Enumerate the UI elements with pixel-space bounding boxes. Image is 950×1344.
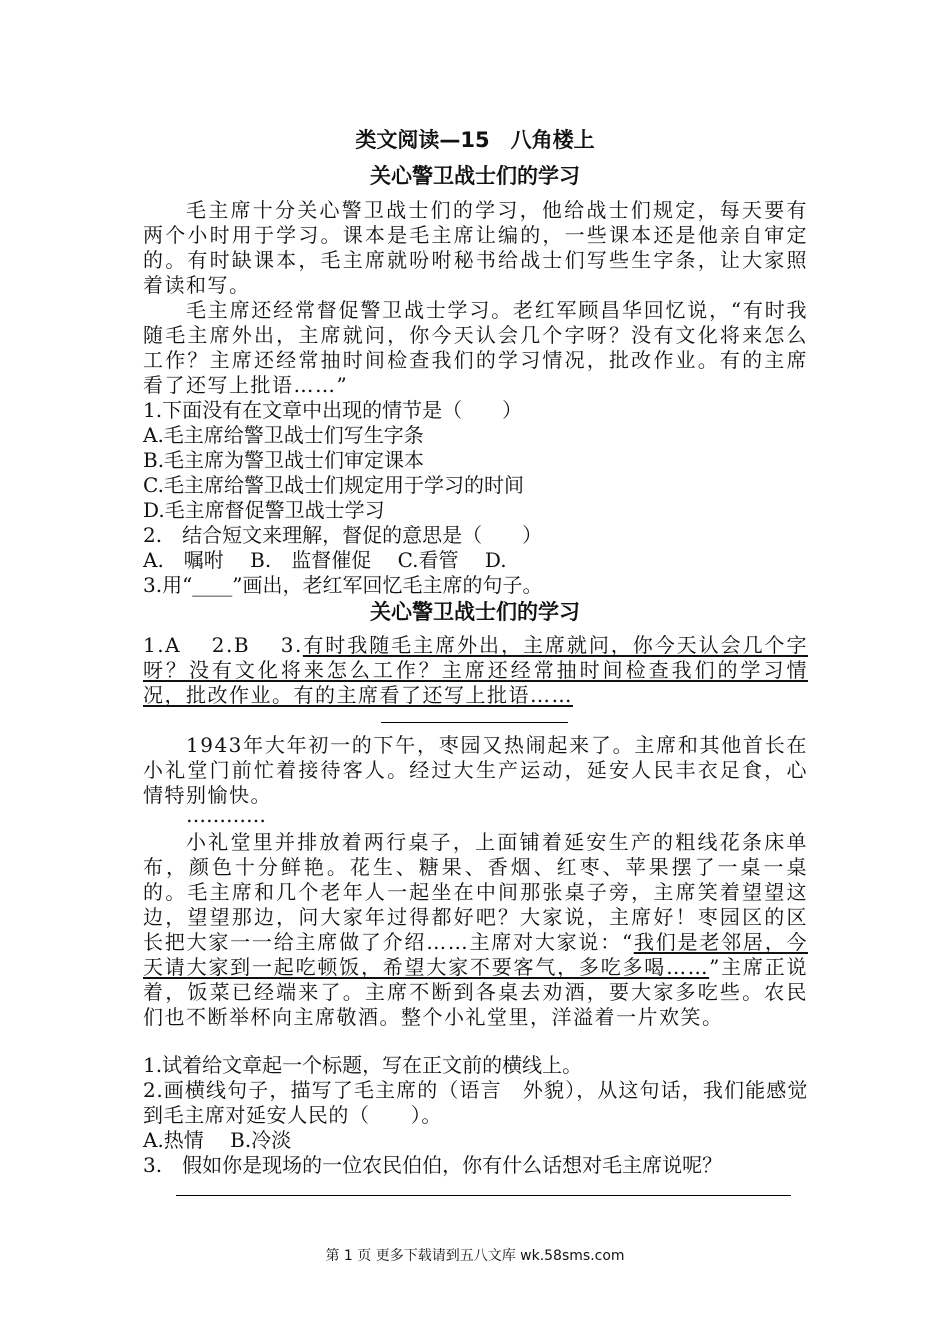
article1-paragraph-2: 毛主席还经常督促警卫战士学习。老红军顾昌华回忆说，“有时我随毛主席外出，主席就问，你今天认会几个字呀？没有文化将来怎么工作？主席还经常抽时间检查我们的学习情况，批改作业。有的主席看了还写上批语……” bbox=[143, 298, 808, 397]
question-1-option-d: D.毛主席督促警卫战士学习 bbox=[143, 498, 385, 522]
article1-paragraph-1: 毛主席十分关心警卫战士们的学习，他给战士们规定，每天要有两个小时用于学习。课本是毛主席让编的，一些课本还是他亲自审定的。有时缺课本，毛主席就吩咐秘书给战士们写些生字条，让大家照着读和写。 bbox=[143, 198, 808, 297]
answers-block bbox=[143, 633, 808, 708]
page-title: 类文阅读—15 八角楼上 bbox=[355, 128, 595, 152]
answers-heading: 关心警卫战士们的学习 bbox=[370, 600, 580, 624]
page-footer: 第 1 页 更多下载请到五八文库 wk.58sms.com bbox=[325, 1248, 625, 1264]
article2-p2-after: ”主席正说着，饭菜已经端来了。主席不断到各桌去劝酒，要大家多吃些。农民们也不断举杯向主席敬酒。整个小礼堂里，洋溢着一片欢笑。 bbox=[143, 955, 808, 1029]
article2-question-2-options: A.热情 B.冷淡 bbox=[143, 1128, 292, 1152]
article2-p2-before: 小礼堂里并排放着两行桌子，上面铺着延安生产的粗线花条床单布，颜色十分鲜艳。花生、糖果、香烟、红枣、苹果摆了一桌一桌的。毛主席和几个老年人一起坐在中间那张桌子旁，主席笑着望望这边，望望那边，问大家年过得都好吧？大家说，主席好！枣园区的区长把大家一一给主席做了介绍……主席对大家说：“ bbox=[143, 830, 808, 954]
article2-paragraph-1: 1943年大年初一的下午，枣园又热闹起来了。主席和其他首长在小礼堂门前忙着接待客人。经过大生产运动，延安人民丰衣足食，心情特别愉快。 bbox=[143, 733, 808, 807]
question-1: 1.下面没有在文章中出现的情节是（ ） bbox=[143, 398, 523, 422]
question-3: 3.用“____”画出，老红军回忆毛主席的句子。 bbox=[143, 573, 543, 597]
question-1-option-a: A.毛主席给警卫战士们写生字条 bbox=[143, 423, 424, 447]
article1-heading: 关心警卫战士们的学习 bbox=[370, 164, 580, 188]
answer-blank-line bbox=[176, 1195, 791, 1196]
title-blank-line bbox=[381, 722, 568, 723]
question-2: 2. 结合短文来理解，督促的意思是（ ） bbox=[143, 523, 543, 547]
question-1-option-b: B.毛主席为警卫战士们审定课本 bbox=[143, 448, 425, 472]
ellipsis-dots: ………… bbox=[186, 803, 266, 827]
answers-prefix: 1.A 2.B 3. bbox=[143, 633, 303, 657]
article2-question-2: 2.画横线句子，描写了毛主席的（语言 外貌），从这句话，我们能感觉到毛主席对延安人民的（ ）。 bbox=[143, 1078, 808, 1127]
answers-underlined-sentence: 有时我随毛主席外出，主席就问，你今天认会几个字呀？没有文化将来怎么工作？主席还经常抽时间检查我们的学习情况，批改作业。有的主席看了还写上批语…… bbox=[143, 633, 808, 707]
article2-question-1: 1.试着给文章起一个标题，写在正文前的横线上。 bbox=[143, 1053, 583, 1077]
article2-paragraph-2 bbox=[143, 830, 808, 1030]
question-1-option-c: C.毛主席给警卫战士们规定用于学习的时间 bbox=[143, 473, 524, 497]
article2-question-3: 3. 假如你是现场的一位农民伯伯，你有什么话想对毛主席说呢？ bbox=[143, 1153, 723, 1177]
article2-underlined-sentence: 我们是老邻居，今天请大家到一起吃顿饭，希望大家不要客气，多吃多喝…… bbox=[143, 930, 808, 979]
question-2-options: A. 嘱咐 B. 监督催促 C.看管 D. bbox=[143, 548, 507, 572]
